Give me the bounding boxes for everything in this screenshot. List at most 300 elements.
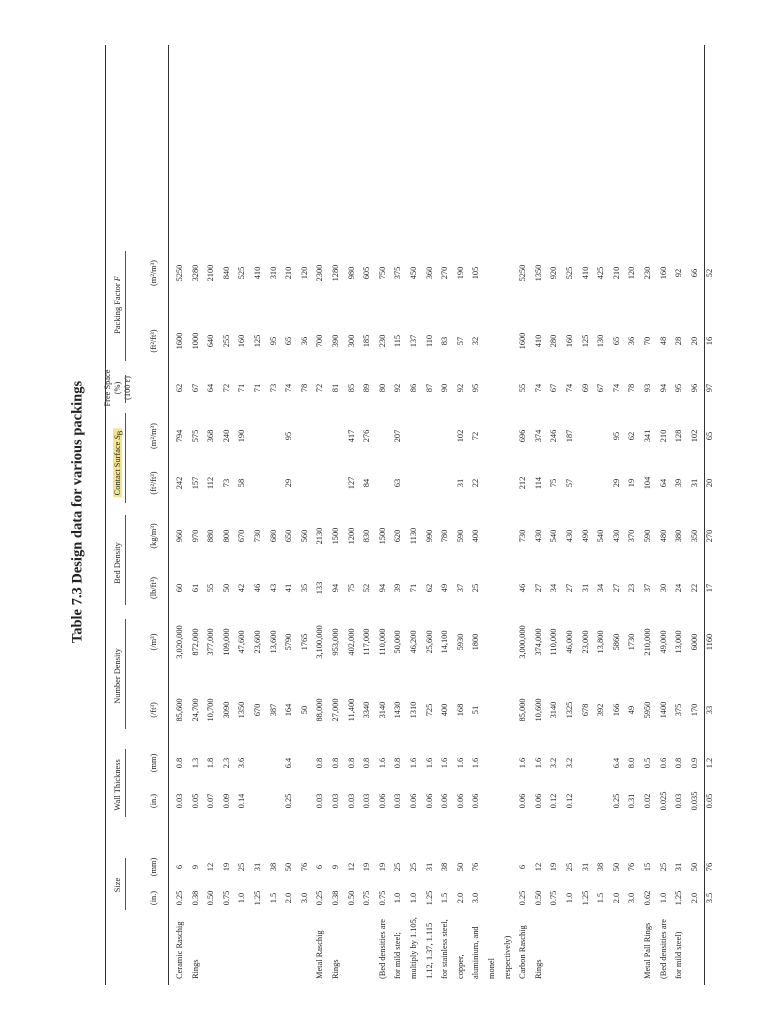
packing-type-label: copper, — [455, 954, 465, 979]
table-cell: 242 — [175, 476, 184, 490]
table-cell: 61 — [190, 583, 200, 593]
table-cell: 255 — [221, 334, 231, 348]
table-cell: 8.0 — [627, 757, 637, 769]
table-cell: 50 — [689, 862, 699, 872]
table-cell: 76 — [471, 862, 481, 872]
table-cell: 1.25 — [424, 890, 434, 906]
table-cell: 102 — [689, 429, 699, 443]
table-cell: 22 — [689, 583, 699, 593]
table-cell: 2.0 — [455, 892, 465, 904]
table-cell: 1.5 — [268, 892, 278, 904]
table-cell: 0.75 — [377, 890, 387, 906]
table-cell: 5250 — [175, 264, 184, 282]
table-cell: 62 — [627, 431, 637, 441]
table-cell: 417 — [346, 429, 356, 443]
table-cell: 1.6 — [533, 757, 543, 769]
table-cell: 0.14 — [237, 793, 247, 809]
table-cell: 14,100 — [440, 630, 450, 654]
table-cell: 0.75 — [221, 890, 231, 906]
table-cell: 25 — [471, 583, 481, 593]
table-cell: 1310 — [409, 701, 418, 719]
table-cell: 0.06 — [471, 793, 481, 809]
table-cell: 25 — [393, 862, 403, 872]
table-cell: 5250 — [518, 264, 528, 282]
table-cell: 6.4 — [284, 757, 294, 769]
packing-type-label: Metal Raschig — [315, 930, 325, 979]
table-cell: 29 — [284, 478, 294, 488]
table-cell: 84 — [362, 478, 372, 488]
table-cell: 0.31 — [627, 793, 637, 809]
table-cell: 0.50 — [533, 890, 543, 906]
table-cell: 0.03 — [674, 793, 684, 809]
table-cell: 210 — [284, 266, 294, 280]
packing-type-label: for stainless steel, — [440, 919, 450, 979]
unit-header: (ft²/ft³) — [149, 471, 158, 495]
table-cell: 3280 — [190, 264, 200, 282]
table-cell: 13,600 — [268, 630, 278, 654]
table-cell: 95 — [471, 383, 481, 393]
table-cell: 3,000,000 — [518, 625, 528, 659]
table-cell: 1.0 — [409, 892, 418, 904]
table-cell: 3.0 — [471, 892, 481, 904]
table-cell: 64 — [206, 383, 216, 393]
table-cell: 0.025 — [658, 791, 668, 811]
table-cell: 37 — [643, 583, 652, 593]
table-cell: 270 — [705, 529, 715, 543]
table-cell: 19 — [377, 862, 387, 872]
table-cell: 81 — [331, 383, 340, 393]
contact-surface-subscript: B — [116, 430, 125, 436]
table-cell: 31 — [580, 862, 590, 872]
table-cell: 0.25 — [611, 793, 621, 809]
table-cell: 160 — [658, 266, 668, 280]
table-cell: 88,000 — [315, 698, 325, 722]
table-cell: 190 — [455, 266, 465, 280]
table-cell: 0.06 — [377, 793, 387, 809]
packing-type-label: 1.12, 1.37, 1.115 — [424, 922, 434, 979]
table-cell: 128 — [674, 429, 684, 443]
table-cell: 72 — [315, 383, 325, 393]
table-cell: 230 — [643, 266, 652, 280]
table-cell: 725 — [424, 703, 434, 717]
table-cell: 52 — [705, 268, 715, 278]
table-cell: 89 — [362, 383, 372, 393]
table-cell: 6 — [518, 864, 528, 870]
table-cell: 64 — [658, 478, 668, 488]
table-cell: 23 — [627, 583, 637, 593]
table-cell: 1.5 — [440, 892, 450, 904]
table-cell: 157 — [190, 476, 200, 490]
packing-type-label: Ceramic Raschig — [175, 921, 184, 979]
table-cell: 62 — [175, 383, 184, 393]
table-cell: 1200 — [346, 527, 356, 545]
table-cell: 5930 — [455, 633, 465, 651]
table-cell: 19 — [627, 478, 637, 488]
table-cell: 27 — [565, 583, 574, 593]
table-cell: 2300 — [315, 264, 325, 282]
table-cell: 370 — [627, 529, 637, 543]
table-cell: 137 — [409, 334, 418, 348]
table-cell: 350 — [689, 529, 699, 543]
table-cell: 525 — [237, 266, 247, 280]
table-frame — [103, 45, 715, 985]
table-cell: 95 — [284, 431, 294, 441]
table-cell: 112 — [206, 476, 216, 490]
table-cell: 58 — [237, 478, 247, 488]
table-cell: 0.03 — [175, 793, 184, 809]
table-cell: 6.4 — [611, 757, 621, 769]
table-cell: 1280 — [331, 264, 340, 282]
table-cell: 3.5 — [705, 892, 715, 904]
contact-surface-label: Contact Surface — [113, 441, 122, 496]
table-cell: 800 — [221, 529, 231, 543]
table-cell: 19 — [221, 862, 231, 872]
header-free-space — [103, 370, 133, 407]
table-cell: 1.6 — [424, 757, 434, 769]
table-cell: 1430 — [393, 701, 403, 719]
table-cell: 66 — [689, 268, 699, 278]
table-cell: 750 — [377, 266, 387, 280]
table-cell: 425 — [596, 266, 606, 280]
free-group-rule — [125, 375, 126, 403]
table-cell: 49 — [627, 705, 637, 715]
table-cell: 0.06 — [440, 793, 450, 809]
header-contact-surface — [113, 429, 125, 498]
unit-header: (in.) — [149, 890, 158, 906]
table-cell: 210 — [658, 429, 668, 443]
table-cell: 50 — [611, 862, 621, 872]
table-cell: 1.6 — [455, 757, 465, 769]
table-cell: 71 — [253, 383, 262, 393]
table-cell: 430 — [533, 529, 543, 543]
top-rule — [105, 45, 106, 985]
table-cell: 63 — [393, 478, 403, 488]
packing-type-label: multiply by 1.105, — [409, 917, 418, 979]
table-cell: 1160 — [705, 633, 715, 651]
table-cell: 1.6 — [409, 757, 418, 769]
table-cell: 374 — [533, 429, 543, 443]
packing-type-label: Rings — [533, 959, 543, 979]
table-cell: 0.8 — [315, 757, 325, 769]
table-cell: 72 — [221, 383, 231, 393]
table-cell: 102 — [455, 429, 465, 443]
table-cell: 38 — [440, 862, 450, 872]
table-cell: 830 — [362, 529, 372, 543]
table-cell: 3,020,000 — [175, 625, 184, 659]
table-cell: 700 — [315, 334, 325, 348]
table-cell: 840 — [221, 266, 231, 280]
table-cell: 19 — [549, 862, 559, 872]
table-cell: 0.06 — [518, 793, 528, 809]
table-cell: 110,000 — [549, 628, 559, 656]
table-cell: 1.0 — [393, 892, 403, 904]
table-cell: 65 — [705, 431, 715, 441]
packing-type-label: Metal Pall Rings — [643, 922, 652, 979]
table-cell: 1.6 — [518, 757, 528, 769]
table-cell: 76 — [705, 862, 715, 872]
free-space-percent: (%) — [113, 381, 122, 395]
table-cell: 0.25 — [315, 890, 325, 906]
table-cell: 920 — [549, 266, 559, 280]
unit-header: (mm) — [149, 857, 158, 877]
table-cell: 86 — [409, 383, 418, 393]
table-cell: 50,000 — [393, 630, 403, 654]
header-rule — [168, 45, 169, 985]
table-cell: 0.9 — [689, 757, 699, 769]
table-cell: 31 — [424, 862, 434, 872]
table-cell: 0.035 — [689, 791, 699, 811]
table-cell: 490 — [580, 529, 590, 543]
table-cell: 95 — [268, 336, 278, 346]
table-cell: 94 — [658, 383, 668, 393]
table-cell: 670 — [237, 529, 247, 543]
table-cell: 31 — [580, 583, 590, 593]
table-cell: 38 — [268, 862, 278, 872]
table-cell: 60 — [175, 583, 184, 593]
table-cell: 1400 — [658, 701, 668, 719]
table-cell: 10,600 — [533, 698, 543, 722]
table-cell: 65 — [611, 336, 621, 346]
table-cell: 240 — [221, 429, 231, 443]
table-cell: 24 — [674, 583, 684, 593]
table-cell: 57 — [455, 336, 465, 346]
table-cell: 125 — [253, 334, 262, 348]
design-data-table — [103, 45, 715, 985]
header-wall-thickness: Wall Thickness — [113, 759, 122, 811]
table-cell: 55 — [518, 383, 528, 393]
table-cell: 575 — [190, 429, 200, 443]
table-cell: 678 — [580, 703, 590, 717]
table-cell: 0.62 — [643, 890, 652, 906]
table-cell: 13,800 — [596, 630, 606, 654]
table-cell: 120 — [299, 266, 309, 280]
table-cell: 0.25 — [284, 793, 294, 809]
table-cell: 87 — [424, 383, 434, 393]
table-cell: 953,000 — [331, 628, 340, 656]
table-cell: 36 — [299, 336, 309, 346]
table-cell: 74 — [284, 383, 294, 393]
table-cell: 160 — [237, 334, 247, 348]
table-cell: 80 — [377, 383, 387, 393]
table-cell: 130 — [596, 334, 606, 348]
table-cell: 110 — [424, 334, 434, 348]
unit-header: (m²/m³) — [149, 423, 158, 449]
table-cell: 34 — [596, 583, 606, 593]
table-cell: 540 — [596, 529, 606, 543]
table-cell: 3.0 — [627, 892, 637, 904]
table-cell: 270 — [440, 266, 450, 280]
packing-type-label: Rings — [331, 959, 340, 979]
table-cell: 0.8 — [175, 757, 184, 769]
table-cell: 1.6 — [440, 757, 450, 769]
table-cell: 38 — [596, 862, 606, 872]
table-cell: 78 — [299, 383, 309, 393]
table-cell: 31 — [253, 862, 262, 872]
table-cell: 1.5 — [596, 892, 606, 904]
table-cell: 450 — [409, 266, 418, 280]
table-cell: 69 — [580, 383, 590, 393]
table-cell: 1800 — [471, 633, 481, 651]
table-cell: 0.03 — [393, 793, 403, 809]
table-cell: 73 — [221, 478, 231, 488]
table-cell: 37 — [455, 583, 465, 593]
table-cell: 0.6 — [658, 757, 668, 769]
table-cell: 1.8 — [206, 757, 216, 769]
table-cell: 12 — [206, 862, 216, 872]
table-cell: 93 — [643, 383, 652, 393]
table-cell: 133 — [315, 581, 325, 595]
table-cell: 29 — [611, 478, 621, 488]
table-cell: 85,600 — [175, 698, 184, 722]
table-cell: 85,000 — [518, 698, 528, 722]
table-cell: 92 — [455, 383, 465, 393]
table-cell: 3.2 — [565, 757, 574, 769]
table-cell: 185 — [362, 334, 372, 348]
table-cell: 76 — [299, 862, 309, 872]
table-cell: 410 — [580, 266, 590, 280]
table-cell: 48 — [658, 336, 668, 346]
table-cell: 75 — [549, 478, 559, 488]
table-cell: 96 — [689, 383, 699, 393]
table-cell: 3340 — [362, 701, 372, 719]
table-cell: 872,000 — [190, 628, 200, 656]
table-cell: 387 — [268, 703, 278, 717]
table-cell: 65 — [284, 336, 294, 346]
table-cell: 0.25 — [175, 890, 184, 906]
table-cell: 39 — [674, 478, 684, 488]
table-cell: 0.50 — [346, 890, 356, 906]
table-cell: 1.0 — [658, 892, 668, 904]
packing-factor-symbol: F — [113, 276, 122, 282]
table-cell: 50 — [455, 862, 465, 872]
table-cell: 680 — [268, 529, 278, 543]
table-cell: 120 — [627, 266, 637, 280]
contact-group-rule — [125, 413, 126, 503]
table-cell: 24,700 — [190, 698, 200, 722]
free-space-epsilon: (100 ε) — [123, 376, 132, 400]
table-cell: 207 — [393, 429, 403, 443]
table-cell: 41 — [284, 583, 294, 593]
table-cell: 104 — [643, 476, 652, 490]
table-cell: 670 — [253, 703, 262, 717]
table-cell: 6 — [175, 864, 184, 870]
table-cell: 1325 — [565, 701, 574, 719]
table-cell: 190 — [237, 429, 247, 443]
table-cell: 46 — [253, 583, 262, 593]
table-cell: 430 — [611, 529, 621, 543]
packing-type-label: (Bed densities are — [377, 919, 387, 979]
table-cell: 32 — [471, 336, 481, 346]
table-cell: 6000 — [689, 633, 699, 651]
table-cell: 1130 — [409, 527, 418, 545]
table-cell: 33 — [705, 705, 715, 715]
table-cell: 276 — [362, 429, 372, 443]
table-cell: 50 — [221, 583, 231, 593]
table-cell: 374,000 — [533, 628, 543, 656]
table-cell: 280 — [549, 334, 559, 348]
table-cell: 0.8 — [393, 757, 403, 769]
packing-factor-label: Packing Factor — [113, 283, 122, 334]
free-space-label: Free Space — [103, 369, 112, 407]
table-cell: 74 — [611, 383, 621, 393]
table-cell: 50 — [284, 862, 294, 872]
table-cell: 880 — [206, 529, 216, 543]
table-cell: 25,600 — [424, 630, 434, 654]
table-cell: 0.75 — [362, 890, 372, 906]
table-cell: 125 — [580, 334, 590, 348]
table-cell: 392 — [596, 703, 606, 717]
table-cell: 85 — [346, 383, 356, 393]
table-cell: 0.05 — [705, 793, 715, 809]
table-cell: 0.06 — [455, 793, 465, 809]
table-cell: 5950 — [643, 701, 652, 719]
table-cell: 1500 — [331, 527, 340, 545]
packing-type-label: aluminium, and — [471, 926, 481, 979]
table-cell: 49,000 — [658, 630, 668, 654]
table-cell: 410 — [533, 334, 543, 348]
table-cell: 2.0 — [284, 892, 294, 904]
table-cell: 970 — [190, 529, 200, 543]
table-cell: 390 — [331, 334, 340, 348]
table-cell: 23,000 — [580, 630, 590, 654]
table-cell: 0.5 — [643, 757, 652, 769]
table-cell: 1600 — [518, 332, 528, 350]
table-cell: 47,600 — [237, 630, 247, 654]
table-cell: 109,000 — [221, 628, 231, 656]
table-cell: 25 — [658, 862, 668, 872]
table-cell: 42 — [237, 583, 247, 593]
table-cell: 0.09 — [221, 793, 231, 809]
table-cell: 11,400 — [346, 698, 356, 722]
table-cell: 115 — [393, 334, 403, 348]
table-cell: 2.0 — [689, 892, 699, 904]
table-cell: 17 — [705, 583, 715, 593]
packing-group-rule — [125, 251, 126, 361]
table-cell: 187 — [565, 429, 574, 443]
table-cell: 0.50 — [206, 890, 216, 906]
table-cell: 57 — [565, 478, 574, 488]
table-cell: 3140 — [549, 701, 559, 719]
table-cell: 0.03 — [331, 793, 340, 809]
table-cell: 20 — [689, 336, 699, 346]
table-cell: 1730 — [627, 633, 637, 651]
table-cell: 525 — [565, 266, 574, 280]
table-cell: 0.8 — [362, 757, 372, 769]
table-cell: 0.03 — [315, 793, 325, 809]
table-cell: 36 — [627, 336, 637, 346]
table-cell: 92 — [393, 383, 403, 393]
table-cell: 780 — [440, 529, 450, 543]
size-group-rule — [125, 858, 126, 910]
table-cell: 46,000 — [565, 630, 574, 654]
table-cell: 110,000 — [377, 628, 387, 656]
table-cell: 90 — [440, 383, 450, 393]
table-cell: 62 — [424, 583, 434, 593]
table-cell: 78 — [627, 383, 637, 393]
table-cell: 94 — [331, 583, 340, 593]
unit-header: (m²/m³) — [149, 260, 158, 286]
table-cell: 39 — [393, 583, 403, 593]
table-cell: 25 — [409, 862, 418, 872]
table-cell: 20 — [705, 478, 715, 488]
packing-type-label: respectively) — [502, 935, 512, 979]
table-cell: 95 — [674, 383, 684, 393]
table-cell: 2100 — [206, 264, 216, 282]
table-cell: 95 — [611, 431, 621, 441]
table-cell: 35 — [299, 583, 309, 593]
table-cell: 0.25 — [518, 890, 528, 906]
table-cell: 990 — [424, 529, 434, 543]
